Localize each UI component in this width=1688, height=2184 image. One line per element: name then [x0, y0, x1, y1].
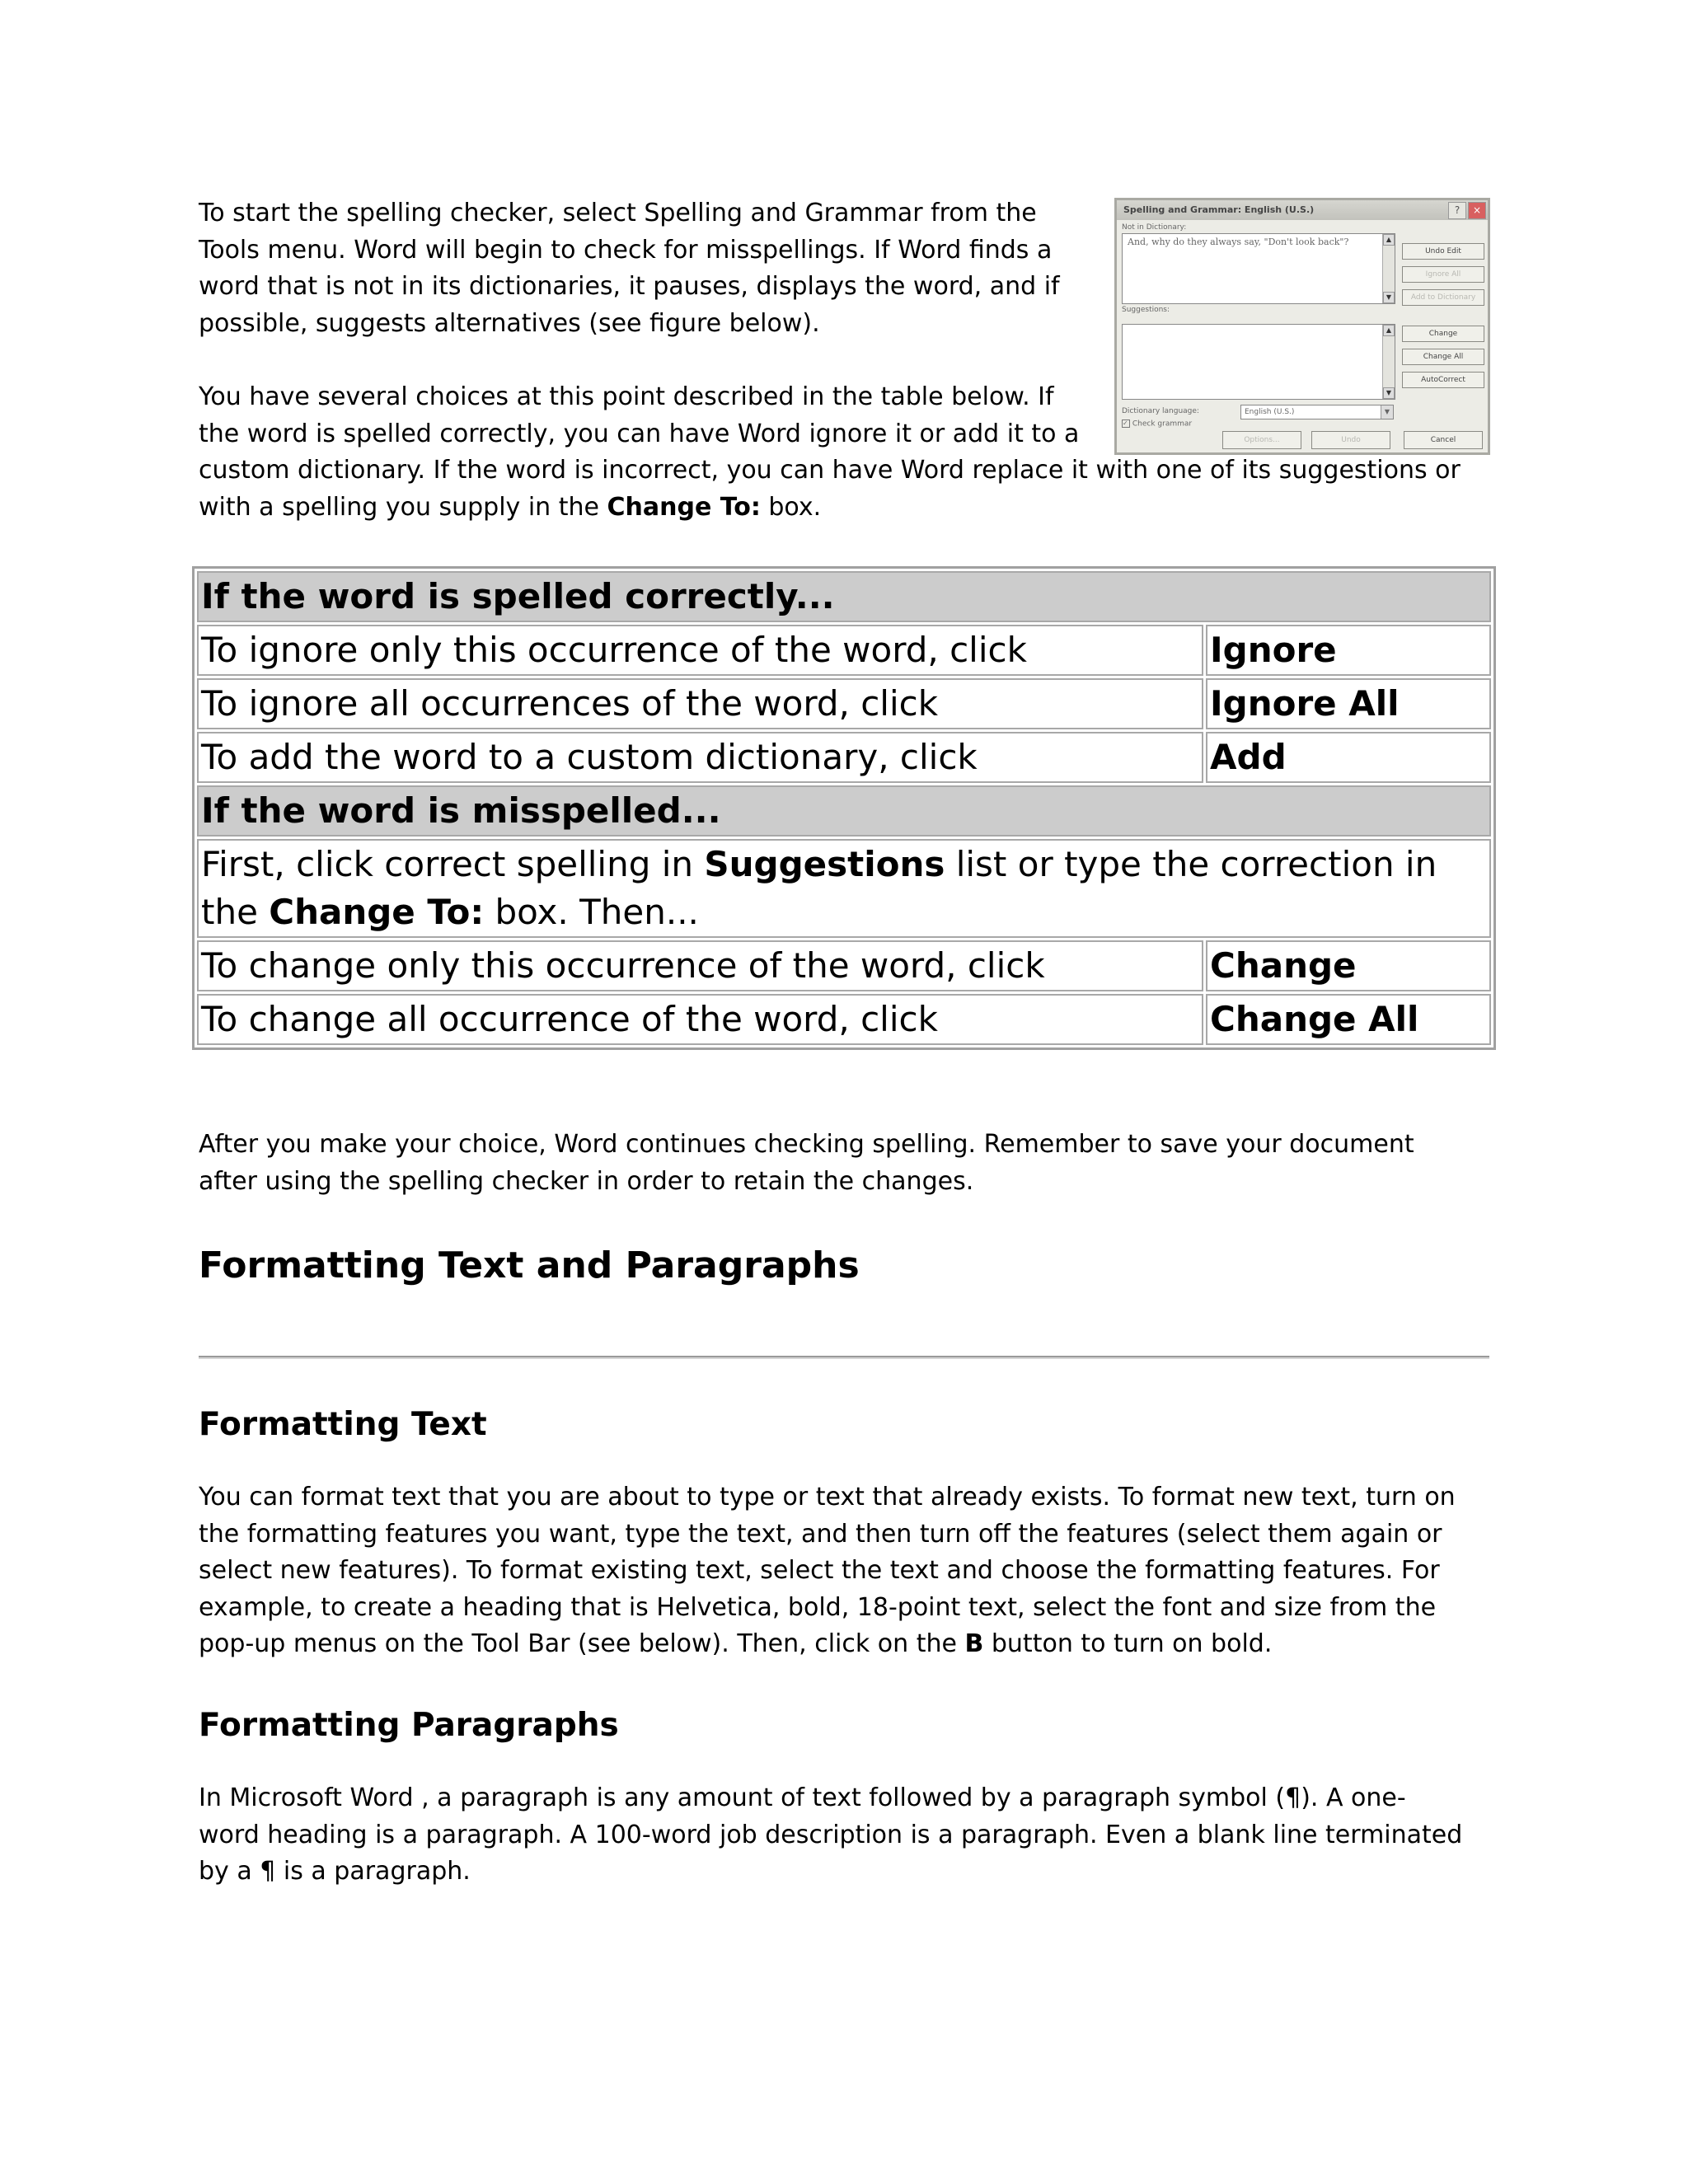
formatting-paragraphs-heading: Formatting Paragraphs: [199, 1707, 619, 1744]
intro-line: the word is spelled correctly, you can have Word ignore it or add it to a: [199, 419, 1080, 448]
dialog-title: Spelling and Grammar: English (U.S.): [1117, 200, 1488, 220]
ignore-all-button[interactable]: Ignore All: [1402, 266, 1484, 283]
change-to-bold: Change To:: [269, 892, 485, 932]
scroll-down-icon[interactable]: ▼: [1383, 292, 1395, 303]
intro-line: You have several choices at this point described in the table below. If: [199, 382, 1054, 411]
undo-edit-button[interactable]: Undo Edit: [1402, 243, 1484, 260]
body-line: the formatting features you want, type the text, and then turn off the features (select them again or: [199, 1519, 1442, 1549]
not-in-dictionary-box[interactable]: [1122, 233, 1395, 304]
formatting-paragraphs-paragraph: [199, 1780, 1489, 1891]
dictionary-language-label: Dictionary language:: [1122, 407, 1199, 415]
row-action: Change: [1206, 940, 1491, 991]
row-action: Add: [1206, 732, 1491, 783]
horizontal-rule: [199, 1356, 1489, 1359]
table-row: [197, 785, 1491, 837]
checkbox-icon: ✓: [1122, 419, 1130, 428]
table-row: [197, 839, 1491, 938]
intro-line: possible, suggests alternatives (see figure below).: [199, 308, 820, 338]
intro-line: word that is not in its dictionaries, it pauses, displays the word, and if: [199, 272, 1060, 301]
body-line: pop-up menus on the Tool Bar (see below). Then, click on the: [199, 1629, 965, 1658]
suggestions-bold: Suggestions: [704, 844, 945, 884]
cancel-button[interactable]: Cancel: [1404, 431, 1483, 449]
row-action: Change All: [1206, 994, 1491, 1045]
table-row: [197, 940, 1491, 991]
after-line: after using the spelling checker in order to retain the changes.: [199, 1166, 974, 1196]
body-line: You can format text that you are about to type or text that already exists. To format new text, turn on: [199, 1483, 1456, 1511]
table-row: [197, 994, 1491, 1045]
bold-b: B: [964, 1629, 984, 1658]
formatting-text-heading: Formatting Text: [199, 1406, 487, 1443]
scroll-up-icon[interactable]: ▲: [1383, 234, 1395, 246]
help-icon[interactable]: ?: [1448, 202, 1466, 219]
instruction-text: box. Then...: [484, 892, 699, 932]
intro-line: custom dictionary. If the word is incorrect, you can have Word replace it with one of its suggestions or: [199, 456, 1461, 485]
not-in-dictionary-label: Not in Dictionary:: [1122, 223, 1187, 232]
table-row: [197, 625, 1491, 676]
options-button[interactable]: Options...: [1222, 431, 1301, 449]
change-to-bold: Change To:: [607, 492, 761, 522]
body-line: In Microsoft Word , a paragraph is any amount of text followed by a paragraph symbol (¶). A one-: [199, 1783, 1406, 1812]
scroll-down-icon[interactable]: ▼: [1383, 387, 1395, 399]
spelling-options-table: [192, 566, 1496, 1050]
intro-line: Tools menu. Word will begin to check for misspellings. If Word finds a: [199, 235, 1053, 265]
correct-header: If the word is spelled correctly...: [197, 571, 1491, 622]
chevron-down-icon: ▼: [1381, 405, 1393, 419]
after-line: After you make your choice, Word continues checking spelling. Remember to save your document: [199, 1130, 1414, 1159]
row-action: Ignore All: [1206, 678, 1491, 729]
row-action: Ignore: [1206, 625, 1491, 676]
row-description: To ignore all occurrences of the word, click: [197, 678, 1203, 729]
close-icon[interactable]: ×: [1468, 202, 1486, 219]
row-description: To ignore only this occurrence of the word, click: [197, 625, 1203, 676]
intro-line-end: box.: [760, 492, 822, 522]
autocorrect-button[interactable]: AutoCorrect: [1402, 372, 1484, 388]
intro-line: To start the spelling checker, select Spelling and Grammar from the: [199, 199, 1037, 227]
body-line: select new features). To format existing text, select the text and choose the formatting features. For: [199, 1556, 1440, 1585]
row-description: To change all occurrence of the word, click: [197, 994, 1203, 1045]
scroll-up-icon[interactable]: ▲: [1383, 325, 1395, 336]
body-line: example, to create a heading that is Helvetica, bold, 18-point text, select the font and size from the: [199, 1592, 1437, 1622]
dictionary-language-value: English (U.S.): [1245, 408, 1295, 416]
suggestions-label: Suggestions:: [1122, 306, 1170, 314]
row-description: To add the word to a custom dictionary, click: [197, 732, 1203, 783]
intro-line: with a spelling you supply in the: [199, 492, 607, 522]
sentence-text: And, why do they always say, "Don't look back"?: [1128, 237, 1349, 247]
instruction-text: list or type the correction in the: [201, 844, 1437, 932]
add-to-dictionary-button[interactable]: Add to Dictionary: [1402, 289, 1484, 306]
table-row: [197, 678, 1491, 729]
check-grammar-label: Check grammar: [1132, 419, 1193, 429]
section-title: Formatting Text and Paragraphs: [199, 1244, 860, 1286]
change-button[interactable]: Change: [1402, 326, 1484, 342]
dialog-title-buttons: [1448, 202, 1486, 219]
table-row: [197, 732, 1491, 783]
scrollbar[interactable]: [1382, 325, 1395, 399]
body-line: word heading is a paragraph. A 100-word job description is a paragraph. Even a blank line terminated: [199, 1820, 1463, 1849]
body-line-end: button to turn on bold.: [983, 1629, 1273, 1658]
row-description: To change only this occurrence of the word, click: [197, 940, 1203, 991]
undo-button[interactable]: Undo: [1311, 431, 1390, 449]
body-line: by a ¶ is a paragraph.: [199, 1857, 471, 1886]
intro-paragraph-1: [199, 195, 1122, 342]
table-row: [197, 571, 1491, 622]
formatting-text-paragraph: [199, 1479, 1489, 1663]
instruction-text: First, click correct spelling in: [201, 844, 705, 884]
spelling-dialog-figure: [1114, 198, 1490, 455]
check-grammar-checkbox[interactable]: [1122, 419, 1192, 429]
misspelled-header: If the word is misspelled...: [197, 785, 1491, 837]
dictionary-language-select[interactable]: [1240, 405, 1394, 419]
change-all-button[interactable]: Change All: [1402, 349, 1484, 365]
after-paragraph: [199, 1127, 1489, 1200]
suggestions-list[interactable]: [1122, 324, 1395, 400]
scrollbar[interactable]: [1382, 234, 1395, 303]
misspelled-instruction: [197, 839, 1491, 938]
